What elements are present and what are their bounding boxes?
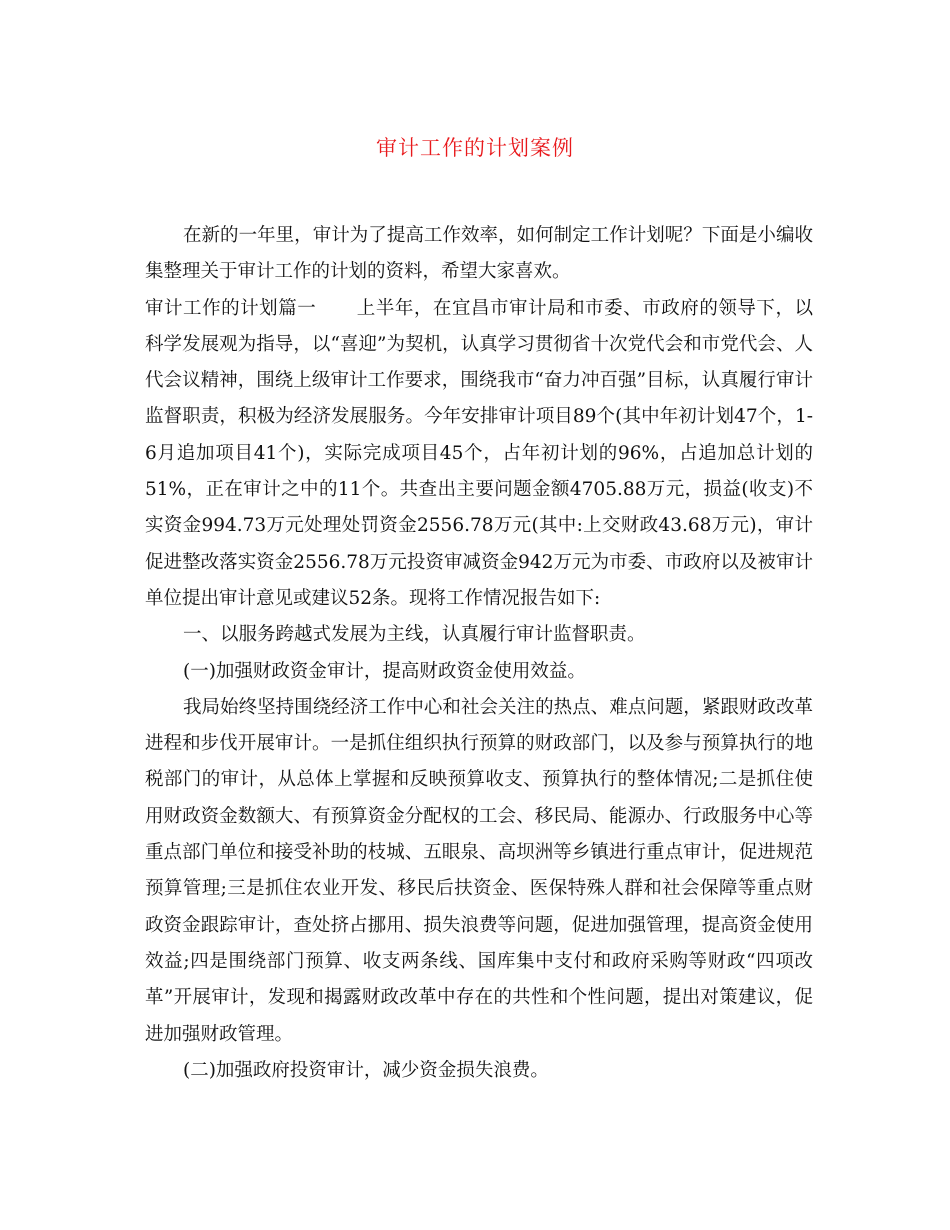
section-label: 审计工作的计划篇一 [145,297,317,319]
heading-1-1: (一)加强财政资金审计，提高财政资金使用效益。 [183,660,586,682]
paragraph-1: 我局始终坚持围绕经济工作中心和社会关注的热点、难点问题，紧跟财政改革进程和步伐开展审计。一是抓住组织执行预算的财政部门，以及参与预算执行的地税部门的审计，从总体上掌握和反映预算收支、预算执行的整体情况;二是抓住使用财政资金数额大、有预算资金分配权的工会、移民局、能源办、行政服务中心等重点部门单位和接受补助的枝城、五眼泉、高坝洲等乡镇进行重点审计，促进规范预算管理;三是抓住农业开发、移民后扶资金、医保特殊人群和社会保障等重点财政资金跟踪审计，查处挤占挪用、损失浪费等问题，促进加强管理，提高资金使用效益;四是围绕部门预算、收支两条线、国库集中支付和政府采购等财政“四项改革”开展审计，发现和揭露财政改革中存在的共性和个性问题，提出对策建议，促进加强财政管理。 [145,696,813,1045]
section-text: 上半年，在宜昌市审计局和市委、市政府的领导下，以科学发展观为指导，以“喜迎”为契机，认真学习贯彻省十次党代会和市党代会、人代会议精神，围绕上级审计工作要求，围绕我市“奋力冲百强”目标，认真履行审计监督职责，积极为经济发展服务。今年安排审计项目89个(其中年初计划47个，1-6月追加项目41个)，实际完成项目45个，占年初计划的96%，占追加总计划的51%，正在审计之中的11个。共查出主要问题金额4705.88万元，损益(收支)不实资金994.73万元处理处罚资金2556.78万元(其中:上交财政43.68万元)，审计促进整改落实资金2556.78万元投资审减资金942万元为市委、市政府以及被审计单位提出审计意见或建议52条。现将工作情况报告如下: [145,297,813,609]
section-paragraph [145,291,813,618]
heading-1: 一、以服务跨越式发展为主线，认真履行审计监督职责。 [183,624,646,646]
heading-1-2: (二)加强政府投资审计，减少资金损失浪费。 [183,1059,549,1081]
document-body [145,218,813,1089]
intro-paragraph: 在新的一年里，审计为了提高工作效率，如何制定工作计划呢？下面是小编收集整理关于审计工作的计划的资料，希望大家喜欢。 [145,225,813,283]
document-title: 审计工作的计划案例 [376,136,574,160]
